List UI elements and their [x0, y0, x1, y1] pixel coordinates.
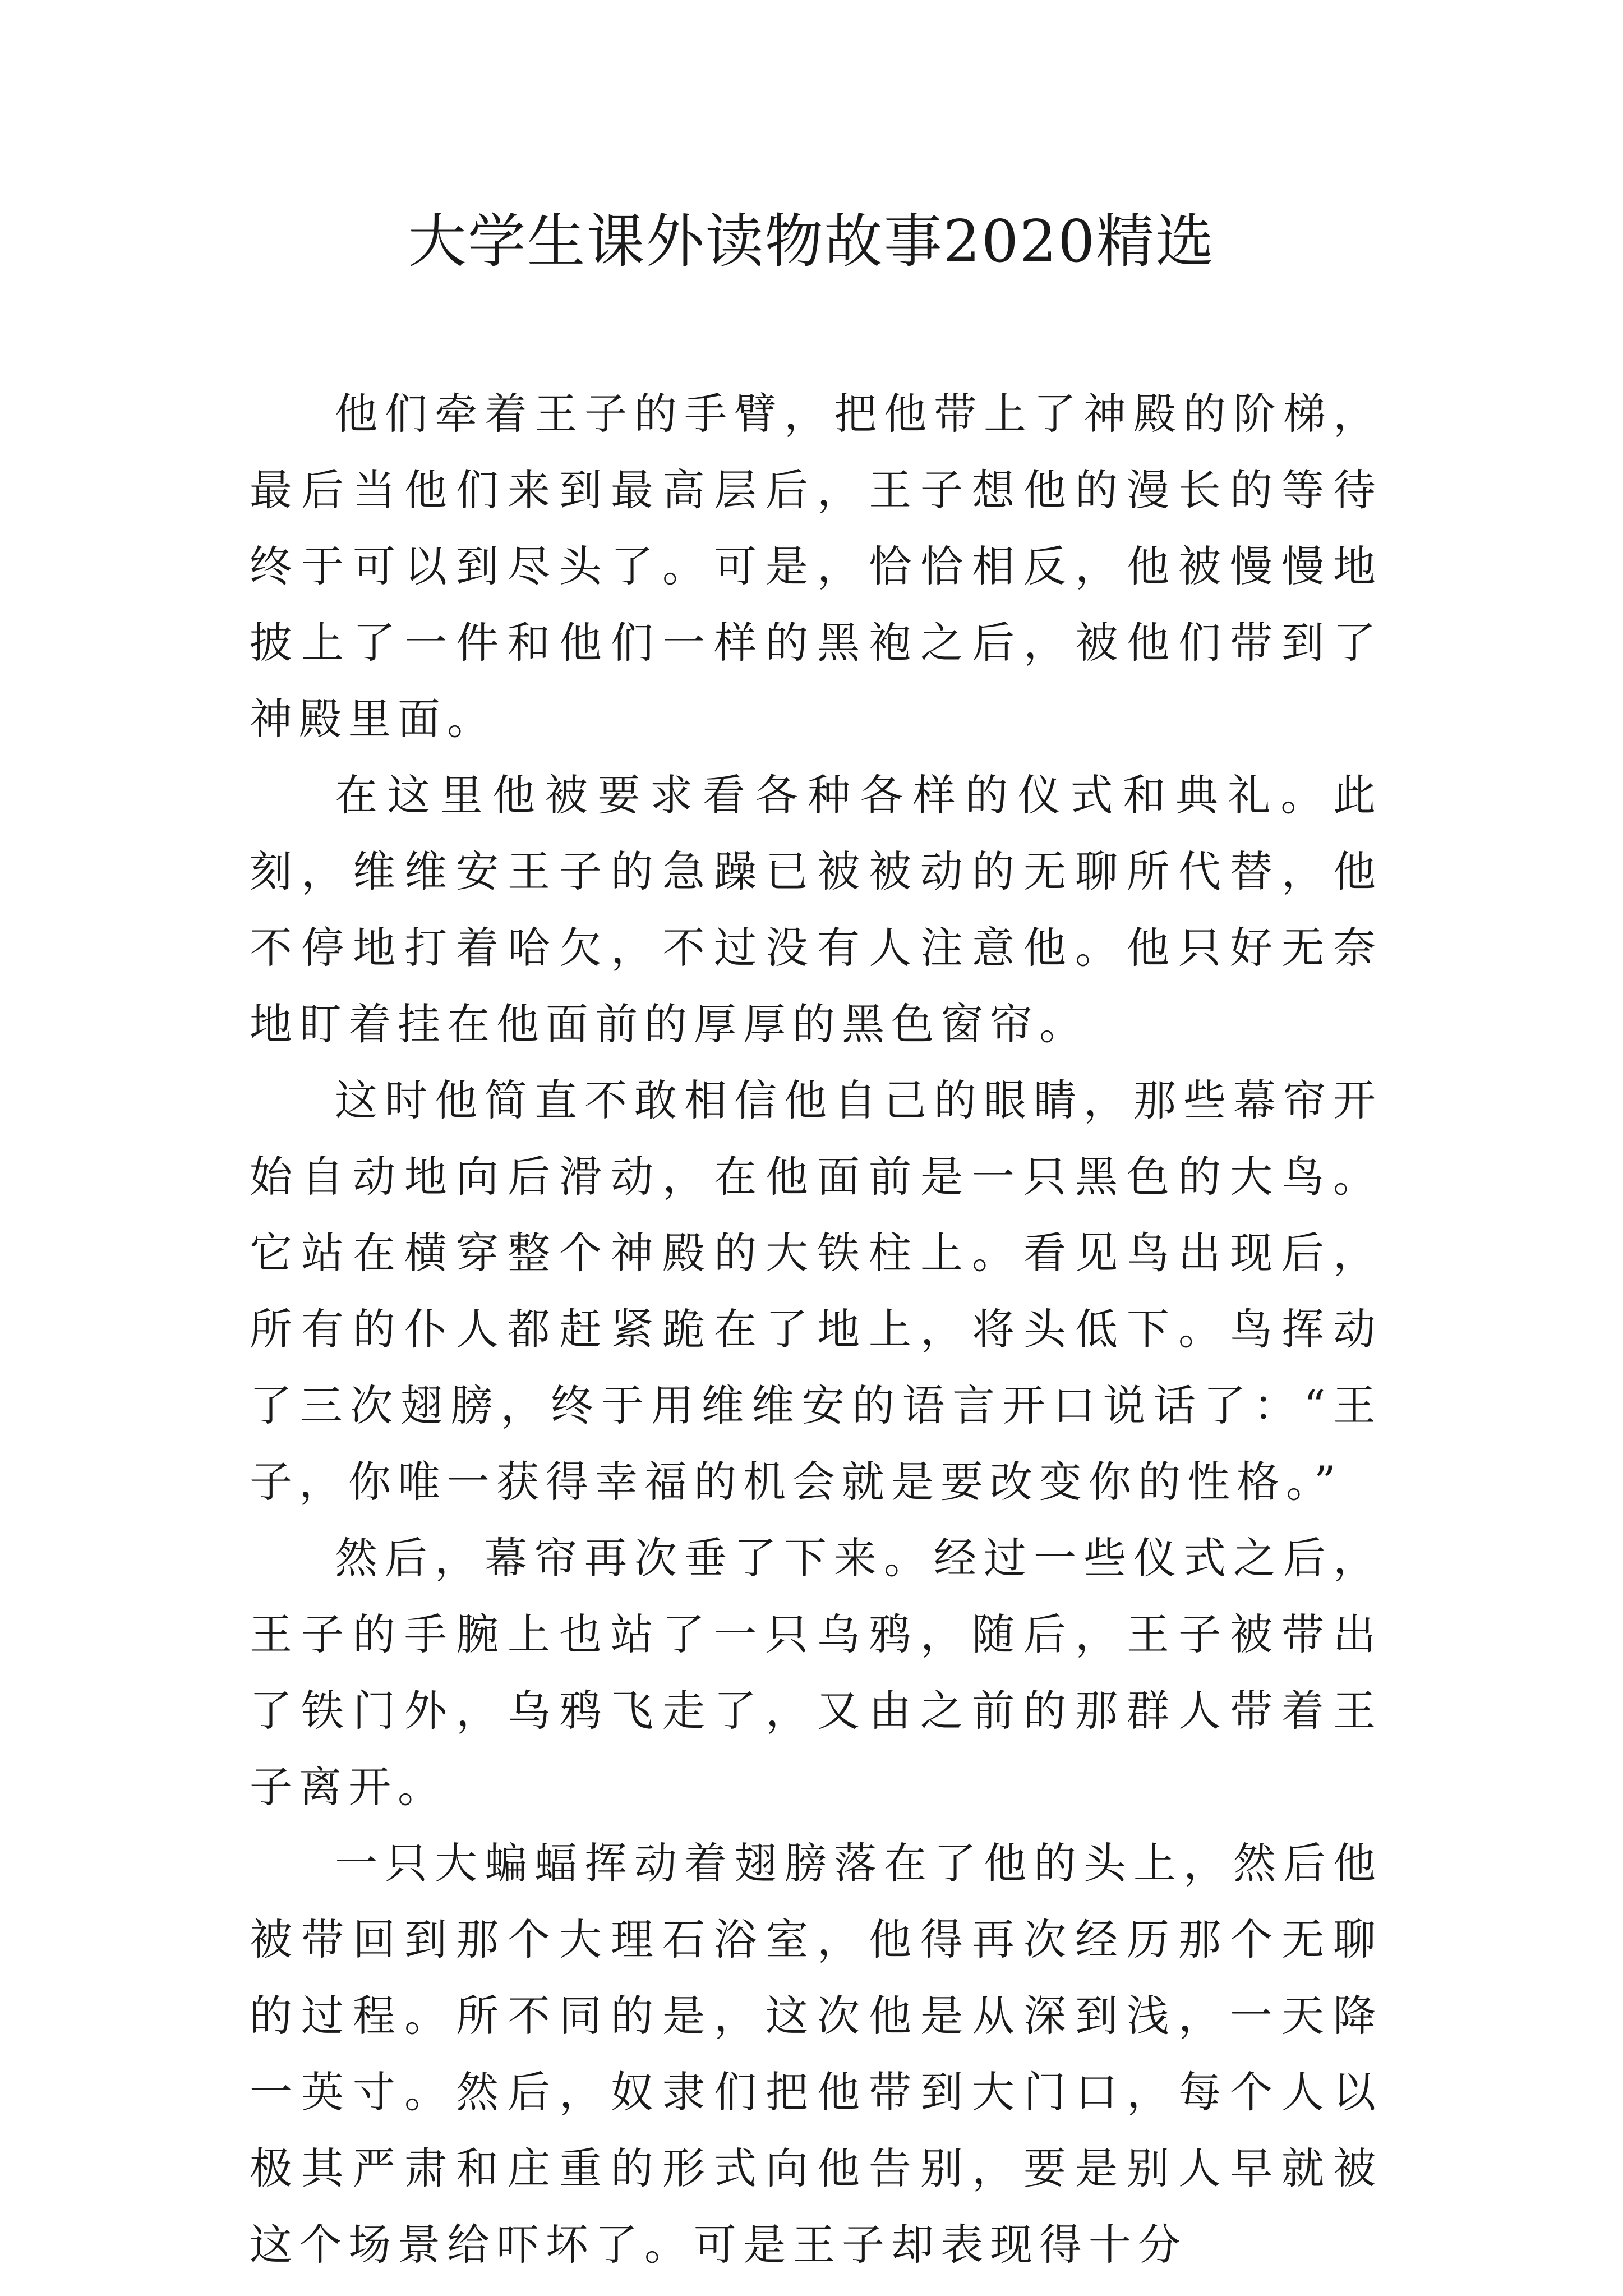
paragraph-5: 一只大蝙蝠挥动着翅膀落在了他的头上，然后他被带回到那个大理石浴室，他得再次经历那个无聊的过程。所不同的是，这次他是从深到浅，一天降一英寸。然后，奴隶们把他带到大门口，每个人以极其严肃和庄重的形式向他告别，要是别人早就被这个场景给吓坏了。可是王子却表现得十分 — [250, 1838, 1382, 2270]
document-body — [250, 376, 1382, 2283]
paragraph-2: 在这里他被要求看各种各样的仪式和典礼。此刻，维维安王子的急躁已被被动的无聊所代替，他不停地打着哈欠，不过没有人注意他。他只好无奈地盯着挂在他面前的厚厚的黑色窗帘。 — [250, 770, 1382, 1049]
paragraph-1: 他们牵着王子的手臂，把他带上了神殿的阶梯，最后当他们来到最高层后，王子想他的漫长的等待终于可以到尽头了。可是，恰恰相反，他被慢慢地披上了一件和他们一样的黑袍之后，被他们带到了神殿里面。 — [250, 389, 1382, 744]
paragraph-3: 这时他简直不敢相信他自己的眼睛，那些幕帘开始自动地向后滑动，在他面前是一只黑色的大鸟。它站在横穿整个神殿的大铁柱上。看见鸟出现后，所有的仆人都赶紧跪在了地上，将头低下。鸟挥动了三次翅膀，终于用维维安的语言开口说话了：“王子，你唯一获得幸福的机会就是要改变你的性格。” — [250, 1075, 1382, 1507]
paragraph-4: 然后，幕帘再次垂了下来。经过一些仪式之后，王子的手腕上也站了一只乌鸦，随后，王子被带出了铁门外，乌鸦飞走了，又由之前的那群人带着王子离开。 — [250, 1533, 1382, 1812]
document-title: 大学生课外读物故事2020精选 — [408, 207, 1215, 275]
